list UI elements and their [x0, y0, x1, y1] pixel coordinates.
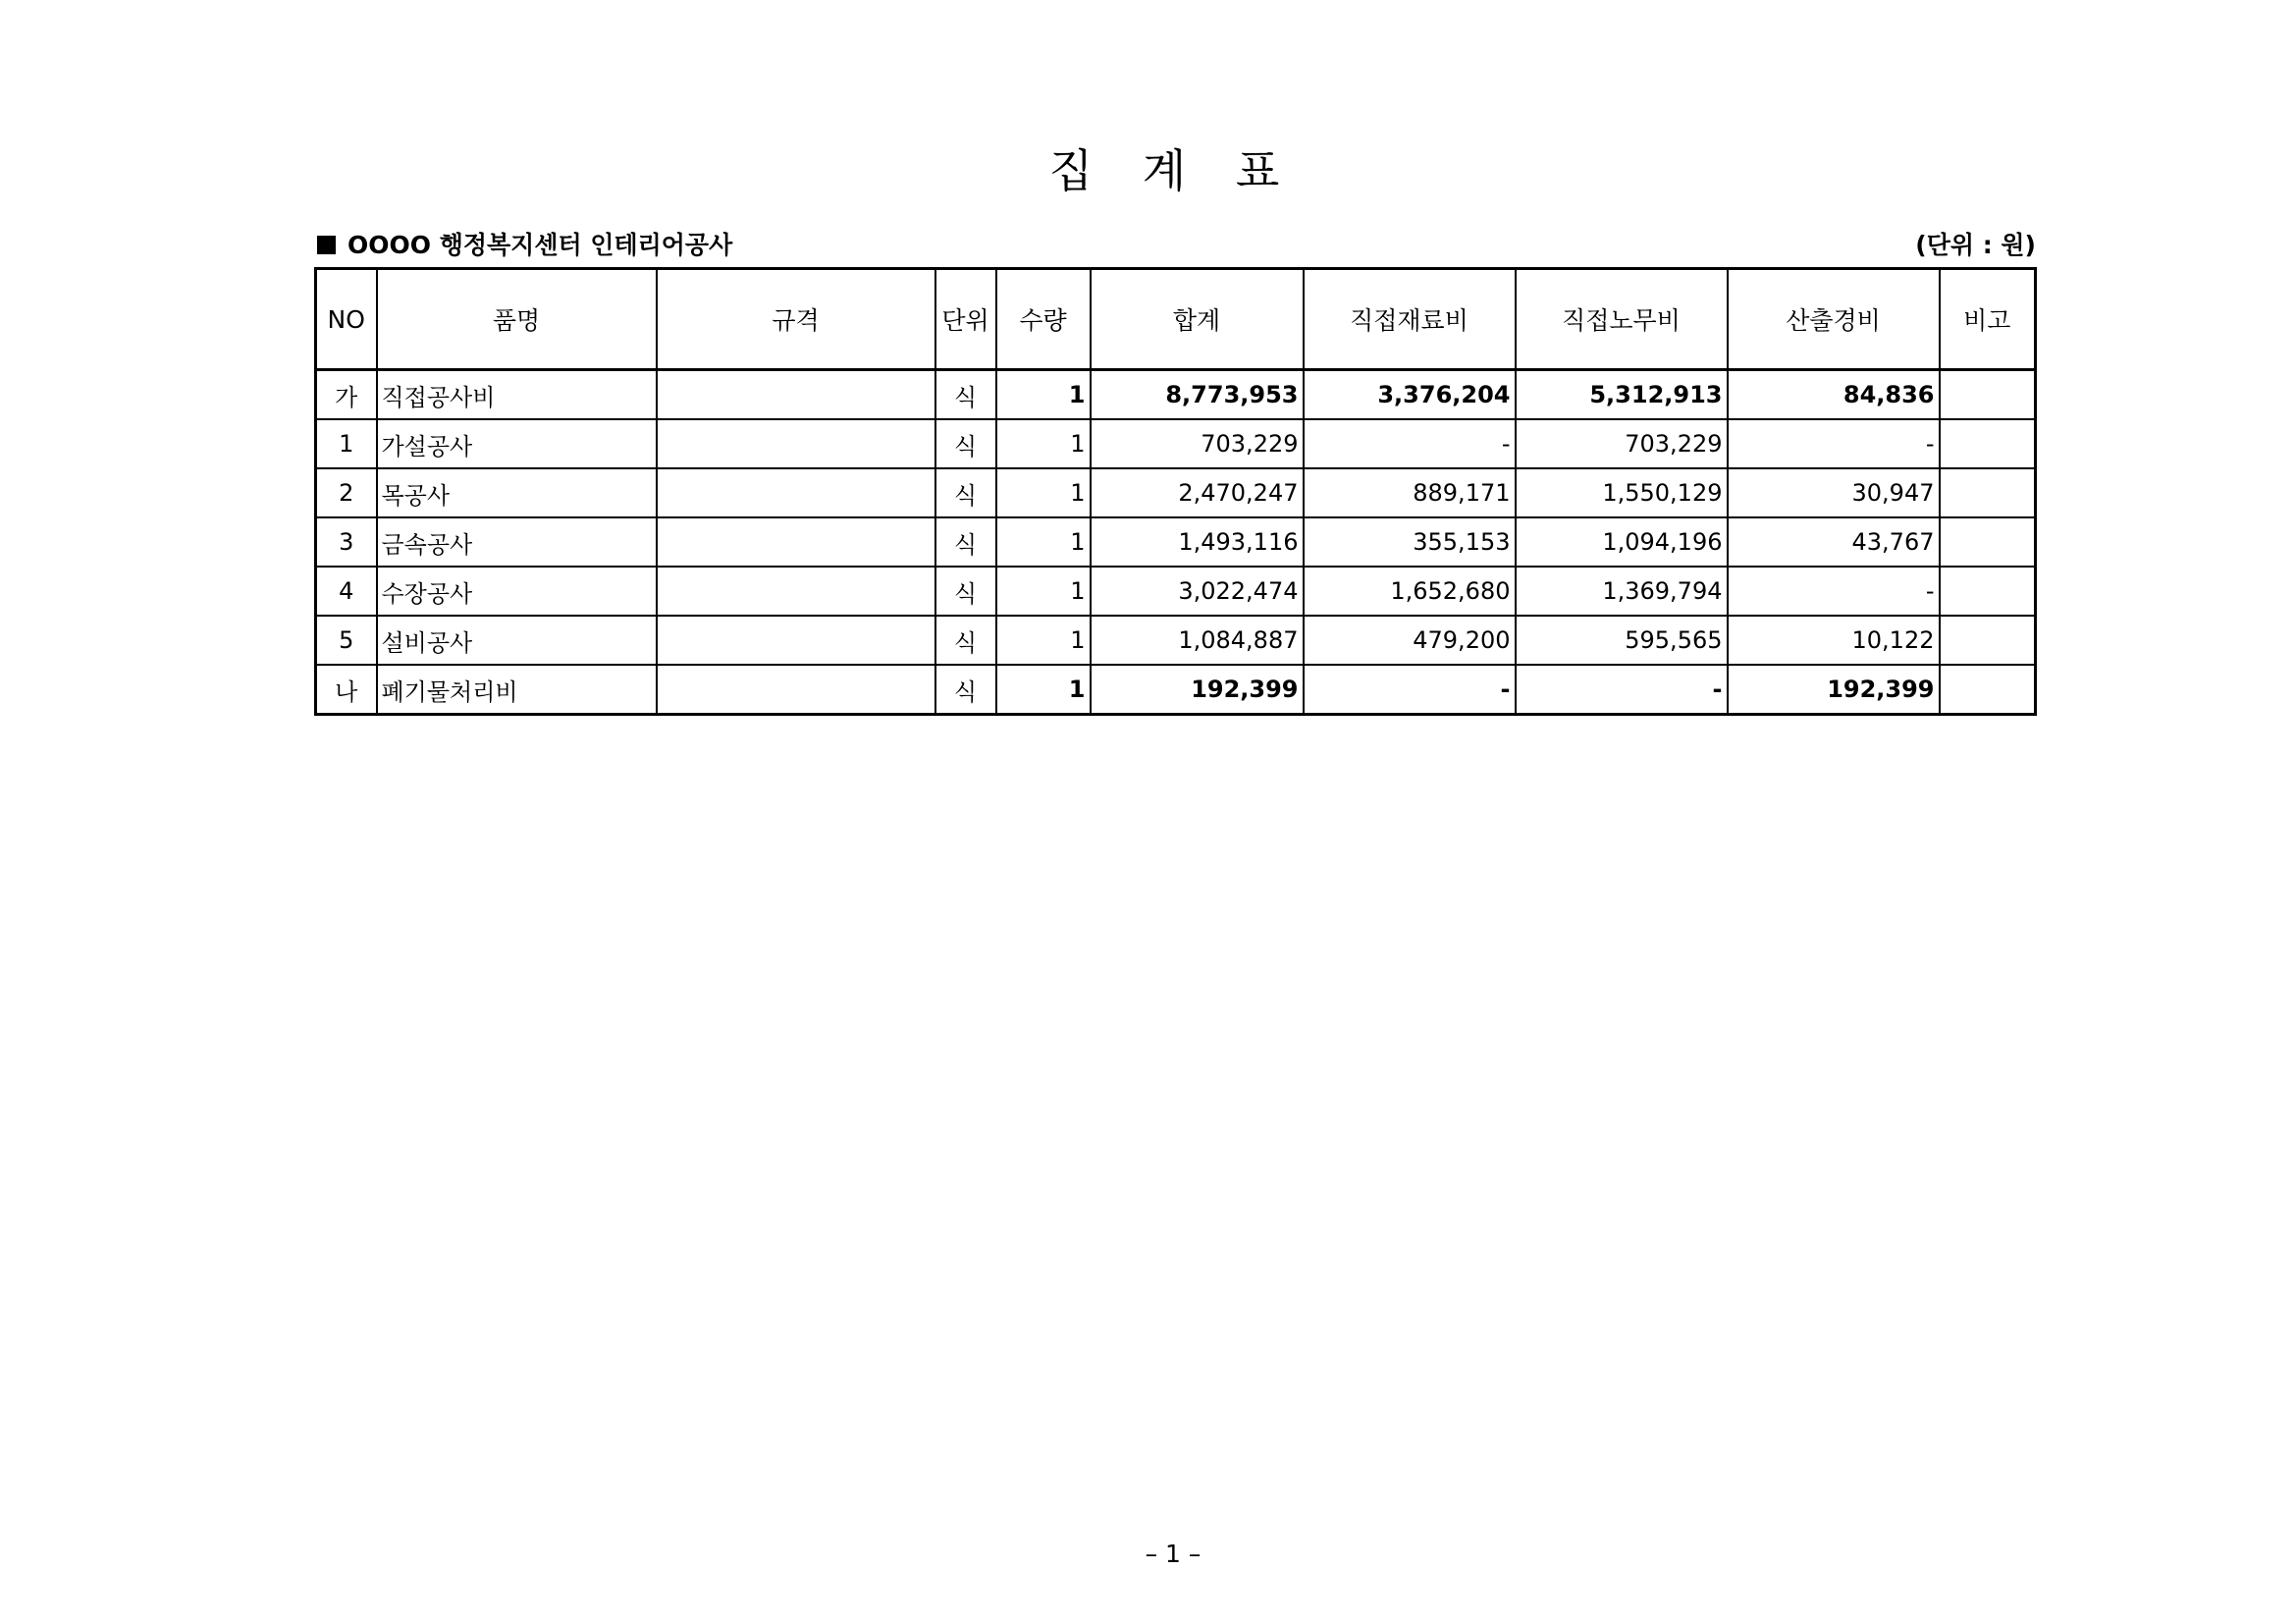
cell-name: 폐기물처리비 [377, 665, 657, 715]
cell-expense: - [1728, 567, 1940, 616]
cell-no: 가 [316, 370, 377, 420]
table-row [316, 567, 2036, 616]
cell-note [1940, 616, 2036, 665]
cell-labor: 5,312,913 [1516, 370, 1728, 420]
cell-name: 가설공사 [377, 419, 657, 468]
cell-material: - [1304, 419, 1516, 468]
header-qty: 수량 [996, 269, 1091, 370]
table-row [316, 517, 2036, 567]
cell-name: 설비공사 [377, 616, 657, 665]
cell-total: 192,399 [1091, 665, 1304, 715]
cell-note [1940, 665, 2036, 715]
header-no: NO [316, 269, 377, 370]
cell-spec [657, 370, 935, 420]
header-expense: 산출경비 [1728, 269, 1940, 370]
cell-note [1940, 419, 2036, 468]
cell-total: 1,493,116 [1091, 517, 1304, 567]
header-name: 품명 [377, 269, 657, 370]
cell-no: 4 [316, 567, 377, 616]
cell-qty: 1 [996, 616, 1091, 665]
cell-note [1940, 567, 2036, 616]
cell-unit: 식 [935, 468, 996, 517]
cell-expense: 192,399 [1728, 665, 1940, 715]
header-note: 비고 [1940, 269, 2036, 370]
cell-total: 2,470,247 [1091, 468, 1304, 517]
cell-qty: 1 [996, 567, 1091, 616]
table-row [316, 616, 2036, 665]
cell-material: 355,153 [1304, 517, 1516, 567]
cell-no: 1 [316, 419, 377, 468]
cell-spec [657, 567, 935, 616]
cell-no: 2 [316, 468, 377, 517]
cell-name: 금속공사 [377, 517, 657, 567]
cell-spec [657, 517, 935, 567]
cell-expense: - [1728, 419, 1940, 468]
cell-unit: 식 [935, 567, 996, 616]
cell-expense: 10,122 [1728, 616, 1940, 665]
cell-labor: - [1516, 665, 1728, 715]
cell-unit: 식 [935, 665, 996, 715]
summary-table [314, 267, 2037, 716]
cell-qty: 1 [996, 517, 1091, 567]
cell-unit: 식 [935, 370, 996, 420]
cell-qty: 1 [996, 370, 1091, 420]
unit-note: (단위 : 원) [1915, 231, 2036, 259]
cell-expense: 43,767 [1728, 517, 1940, 567]
cell-material: - [1304, 665, 1516, 715]
cell-qty: 1 [996, 419, 1091, 468]
header-material: 직접재료비 [1304, 269, 1516, 370]
cell-spec [657, 419, 935, 468]
cell-material: 889,171 [1304, 468, 1516, 517]
cell-total: 3,022,474 [1091, 567, 1304, 616]
table-row [316, 468, 2036, 517]
header-labor: 직접노무비 [1516, 269, 1728, 370]
project-heading [317, 226, 732, 261]
table-header-row [316, 269, 2036, 370]
header-unit: 단위 [935, 269, 996, 370]
project-name: OOOO 행정복지센터 인테리어공사 [347, 231, 733, 259]
cell-qty: 1 [996, 665, 1091, 715]
cell-qty: 1 [996, 468, 1091, 517]
cell-no: 3 [316, 517, 377, 567]
table-row [316, 370, 2036, 420]
cell-note [1940, 370, 2036, 420]
cell-labor: 595,565 [1516, 616, 1728, 665]
cell-material: 1,652,680 [1304, 567, 1516, 616]
cell-name: 수장공사 [377, 567, 657, 616]
header-total: 합계 [1091, 269, 1304, 370]
page-number: – 1 – [1145, 1540, 1201, 1568]
cell-name: 목공사 [377, 468, 657, 517]
cell-expense: 30,947 [1728, 468, 1940, 517]
cell-unit: 식 [935, 517, 996, 567]
table-row [316, 665, 2036, 715]
cell-spec [657, 665, 935, 715]
cell-note [1940, 468, 2036, 517]
cell-labor: 1,369,794 [1516, 567, 1728, 616]
cell-spec [657, 616, 935, 665]
cell-unit: 식 [935, 616, 996, 665]
cell-spec [657, 468, 935, 517]
cell-total: 8,773,953 [1091, 370, 1304, 420]
header-spec: 규격 [657, 269, 935, 370]
cell-material: 479,200 [1304, 616, 1516, 665]
cell-note [1940, 517, 2036, 567]
cell-expense: 84,836 [1728, 370, 1940, 420]
cell-unit: 식 [935, 419, 996, 468]
square-bullet-icon [317, 236, 336, 254]
cell-labor: 703,229 [1516, 419, 1728, 468]
table-row [316, 419, 2036, 468]
cell-no: 5 [316, 616, 377, 665]
page-title: 집 계 표 [1048, 144, 1298, 197]
cell-material: 3,376,204 [1304, 370, 1516, 420]
cell-name: 직접공사비 [377, 370, 657, 420]
cell-labor: 1,550,129 [1516, 468, 1728, 517]
cell-labor: 1,094,196 [1516, 517, 1728, 567]
cell-total: 703,229 [1091, 419, 1304, 468]
cell-total: 1,084,887 [1091, 616, 1304, 665]
cell-no: 나 [316, 665, 377, 715]
